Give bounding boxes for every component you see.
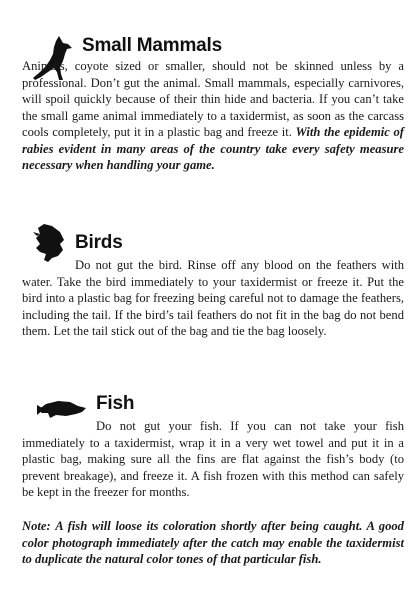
fish-note bbox=[22, 518, 404, 568]
section-heading: Birds bbox=[75, 232, 123, 253]
body-text: Animals, coyote sized or smaller, should not be skinned unless by a professional. Don’t gut the animal. Small mammals, especially carnivores, will spoil quickly because of their thin hide and bacteria. If you can’t take the small game animal immediately to a taxidermist, as soon as the carcass cools completely, put it in a plastic bag and freeze it. bbox=[22, 59, 404, 139]
body-text: Do not gut your fish. If you can not take your fish immediately to a taxidermist, wrap it in a very wet towel and put it in a plastic bag, making sure all the fins are flat against the fish’s body (to prevent breakage), and freeze it. A fish frozen with this method can safely be kept in the freezer for months. bbox=[22, 419, 404, 499]
section-heading: Fish bbox=[96, 393, 135, 414]
section-body bbox=[22, 58, 404, 174]
body-text: Do not gut the bird. Rinse off any blood on the feathers with water. Take the bird immediately to your taxidermist or freeze it. Put the bird into a plastic bag for freezing being careful not to damage the feathers, including the tail. If the bird’s tail feathers do not fit in the bag do not bend them. Let the tail stick out of the bag and tie the bag loosely. bbox=[22, 258, 404, 338]
section-body bbox=[22, 257, 404, 340]
section-heading: Small Mammals bbox=[82, 35, 222, 56]
safety-note: With the epidemic of rabies evident in many areas of the country take every safety measure necessary when handling your game. bbox=[22, 125, 405, 172]
note-text: A fish will loose its coloration shortly after being caught. A good color photograph immediately after the catch may enable the taxidermist to duplicate the natural color tones of that particular fish. bbox=[22, 519, 404, 566]
fish-icon bbox=[36, 398, 88, 420]
note-label: Note: bbox=[22, 519, 51, 533]
section-body bbox=[22, 418, 404, 501]
